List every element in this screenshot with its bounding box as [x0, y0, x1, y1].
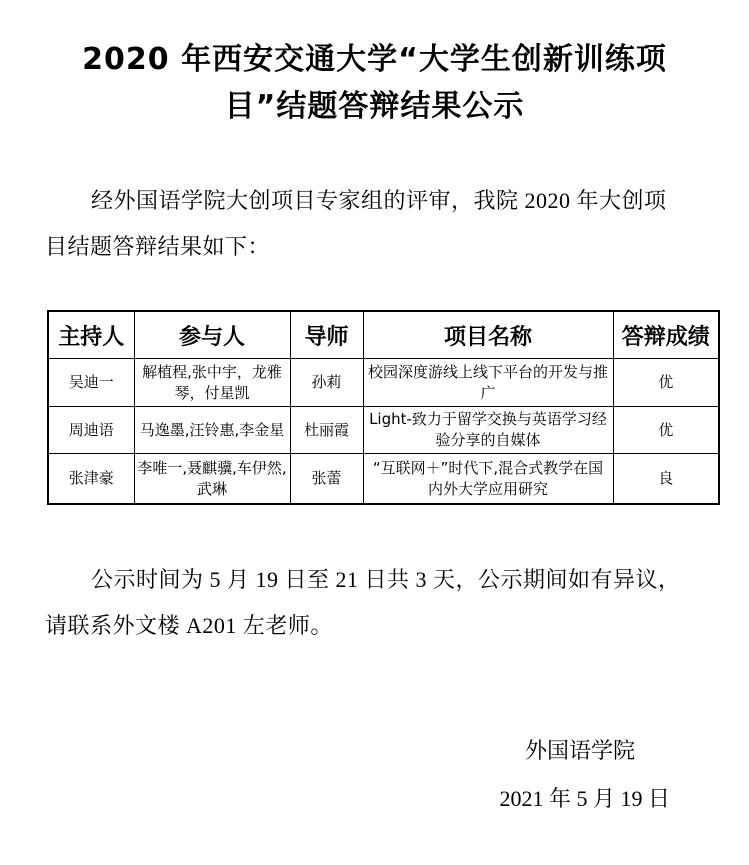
table-row [48, 407, 719, 454]
notice-paragraph [45, 557, 704, 649]
cell-grade: 优 [613, 359, 719, 407]
cell-advisor: 孙莉 [290, 359, 363, 407]
table-row [48, 359, 719, 407]
signature-organization: 外国语学院 [524, 738, 635, 763]
page-title-line2: 目”结题答辩结果公示 [224, 89, 525, 124]
table-row [48, 454, 719, 505]
cell-project: “互联网＋”时代下,混合式教学在国内外大学应用研究 [363, 454, 613, 505]
cell-advisor: 张蕾 [290, 454, 363, 505]
cell-project: 校园深度游线上线下平台的开发与推广 [363, 359, 613, 407]
page-title-line1: 2020 年西安交通大学“大学生创新训练项 [82, 42, 667, 77]
cell-participants: 李唯一,聂麒骥,车伊然,武琳 [134, 454, 290, 505]
header-grade: 答辩成绩 [613, 311, 719, 359]
notice-line1: 公示时间为 5 月 19 日至 21 日共 3 天，公示期间如有异议， [91, 567, 681, 592]
cell-participants: 马逸墨,汪铃惠,李金星 [134, 407, 290, 454]
defense-results-table [47, 310, 720, 505]
cell-participants: 解植程,张中宇，龙雅琴，付星凯 [134, 359, 290, 407]
table-header-row [48, 311, 719, 359]
signature-block [0, 727, 749, 823]
intro-line2: 目结题答辩结果如下： [45, 234, 271, 259]
announcement-document [0, 36, 749, 865]
signature-date: 2021 年 5 月 19 日 [499, 786, 670, 811]
cell-advisor: 杜丽霞 [290, 407, 363, 454]
page-title [30, 36, 719, 130]
notice-line2: 请联系外文楼 A201 左老师。 [45, 613, 333, 638]
header-host: 主持人 [48, 311, 134, 359]
intro-line1: 经外国语学院大创项目专家组的评审，我院 2020 年大创项 [91, 188, 667, 213]
cell-host: 周迪语 [48, 407, 134, 454]
header-project-name: 项目名称 [363, 311, 613, 359]
intro-paragraph [45, 178, 704, 270]
cell-host: 张津豪 [48, 454, 134, 505]
cell-grade: 优 [613, 407, 719, 454]
cell-project: Light-致力于留学交换与英语学习经验分享的自媒体 [363, 407, 613, 454]
cell-grade: 良 [613, 454, 719, 505]
header-advisor: 导师 [290, 311, 363, 359]
cell-host: 吴迪一 [48, 359, 134, 407]
header-participants: 参与人 [134, 311, 290, 359]
